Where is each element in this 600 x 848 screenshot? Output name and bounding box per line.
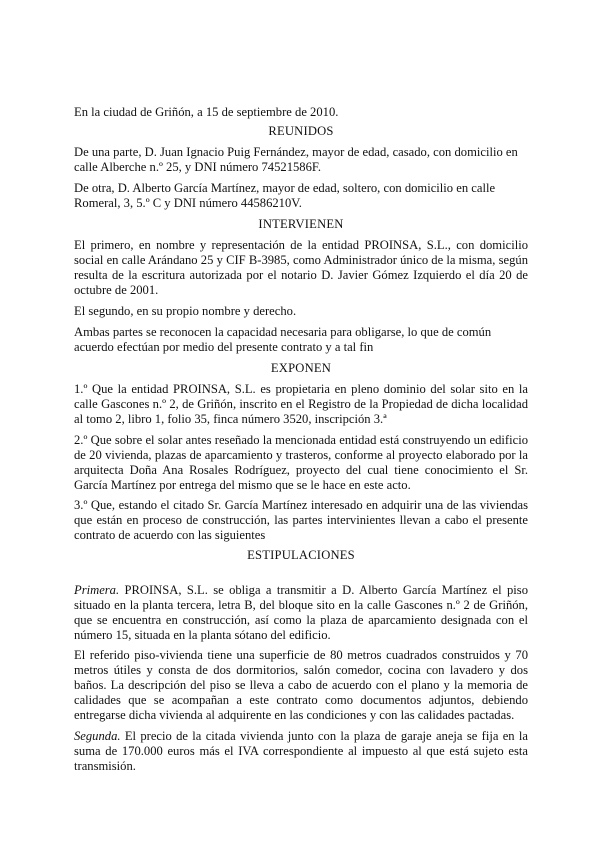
heading-intervienen: INTERVIENEN [258, 217, 344, 231]
intervienen-paragraph-3: Ambas partes se reconocen la capacidad necesaria para obligarse, lo que de común acuerdo efectúan por medio del presente contrato y a tal fin [74, 325, 492, 354]
intervienen-paragraph-2: El segundo, en su propio nombre y derecho. [74, 304, 297, 318]
exponen-paragraph-3: 3.º Que, estando el citado Sr. García Martínez interesado en adquirir una de las viviendas que están en proceso de construcción, las partes intervinientes llevan a cabo el presente contrato de acuerdo con las siguientes [74, 498, 528, 542]
segunda-text: El precio de la citada vivienda junto con la plaza de garaje aneja se fija en la suma de 170.000 euros más el IVA correspondiente al impuesto al que está sujeto esta transmisión. [74, 729, 528, 773]
primera-text: PROINSA, S.L. se obliga a transmitir a D. Alberto García Martínez el piso situado en la planta tercera, letra B, del bloque sito en la calle Gascones n.º 2 de Griñón, que se encuentra en construcción, así como la plaza de aparcamiento designada con el número 15, situada en la planta sótano del edificio. [74, 583, 528, 642]
estipulacion-referido: El referido piso-vivienda tiene una superficie de 80 metros cuadrados construidos y 70 metros útiles y consta de dos dormitorios, salón comedor, cocina con lavadero y dos baños. La descripción del piso se lleva a cabo de acuerdo con el plano y la memoria de calidades que se acompañan a este contrato como documentos adjuntos, debiendo entregarse dicha vivienda al adquirente en las condiciones y con las calidades pactadas. [74, 648, 528, 722]
estipulacion-primera [74, 583, 528, 643]
exponen-paragraph-1: 1.º Que la entidad PROINSA, S.L. es propietaria en pleno dominio del solar sito en la calle Gascones n.º 2, de Griñón, inscrito en el Registro de la Propiedad de dicha localidad al tomo 2, libro 1, folio 35, finca número 3520, inscripción 3.ª [74, 382, 528, 426]
primera-label: Primera. [74, 583, 120, 597]
opening-line: En la ciudad de Griñón, a 15 de septiembre de 2010. [74, 105, 339, 119]
heading-exponen: EXPONEN [270, 361, 332, 375]
party-two-paragraph: De otra, D. Alberto García Martínez, mayor de edad, soltero, con domicilio en calle Romeral, 3, 5.º C y DNI número 44586210V. [74, 181, 496, 210]
party-one-paragraph: De una parte, D. Juan Ignacio Puig Fernández, mayor de edad, casado, con domicilio en calle Alberche n.º 25, y DNI número 74521586F. [74, 145, 518, 174]
heading-reunidos: REUNIDOS [268, 124, 334, 138]
segunda-label: Segunda. [74, 729, 121, 743]
intervienen-paragraph-1: El primero, en nombre y representación de la entidad PROINSA, S.L., con domicilio social en calle Arándano 25 y CIF B-3985, como Administrador único de la misma, según resulta de la escritura autorizada por el notario D. Javier Gómez Izquierdo el día 20 de octubre de 2001. [74, 238, 528, 297]
estipulacion-segunda [74, 729, 528, 774]
heading-estipulaciones: ESTIPULACIONES [247, 548, 355, 562]
exponen-paragraph-2: 2.º Que sobre el solar antes reseñado la mencionada entidad está construyendo un edificio de 20 vivienda, plazas de aparcamiento y trasteros, conforme al proyecto elaborado por la arquitecta Doña Ana Rosales Rodríguez, proyecto del cual tiene conocimiento el Sr. García Martínez por entrega del mismo que se le hace en este acto. [74, 433, 528, 492]
